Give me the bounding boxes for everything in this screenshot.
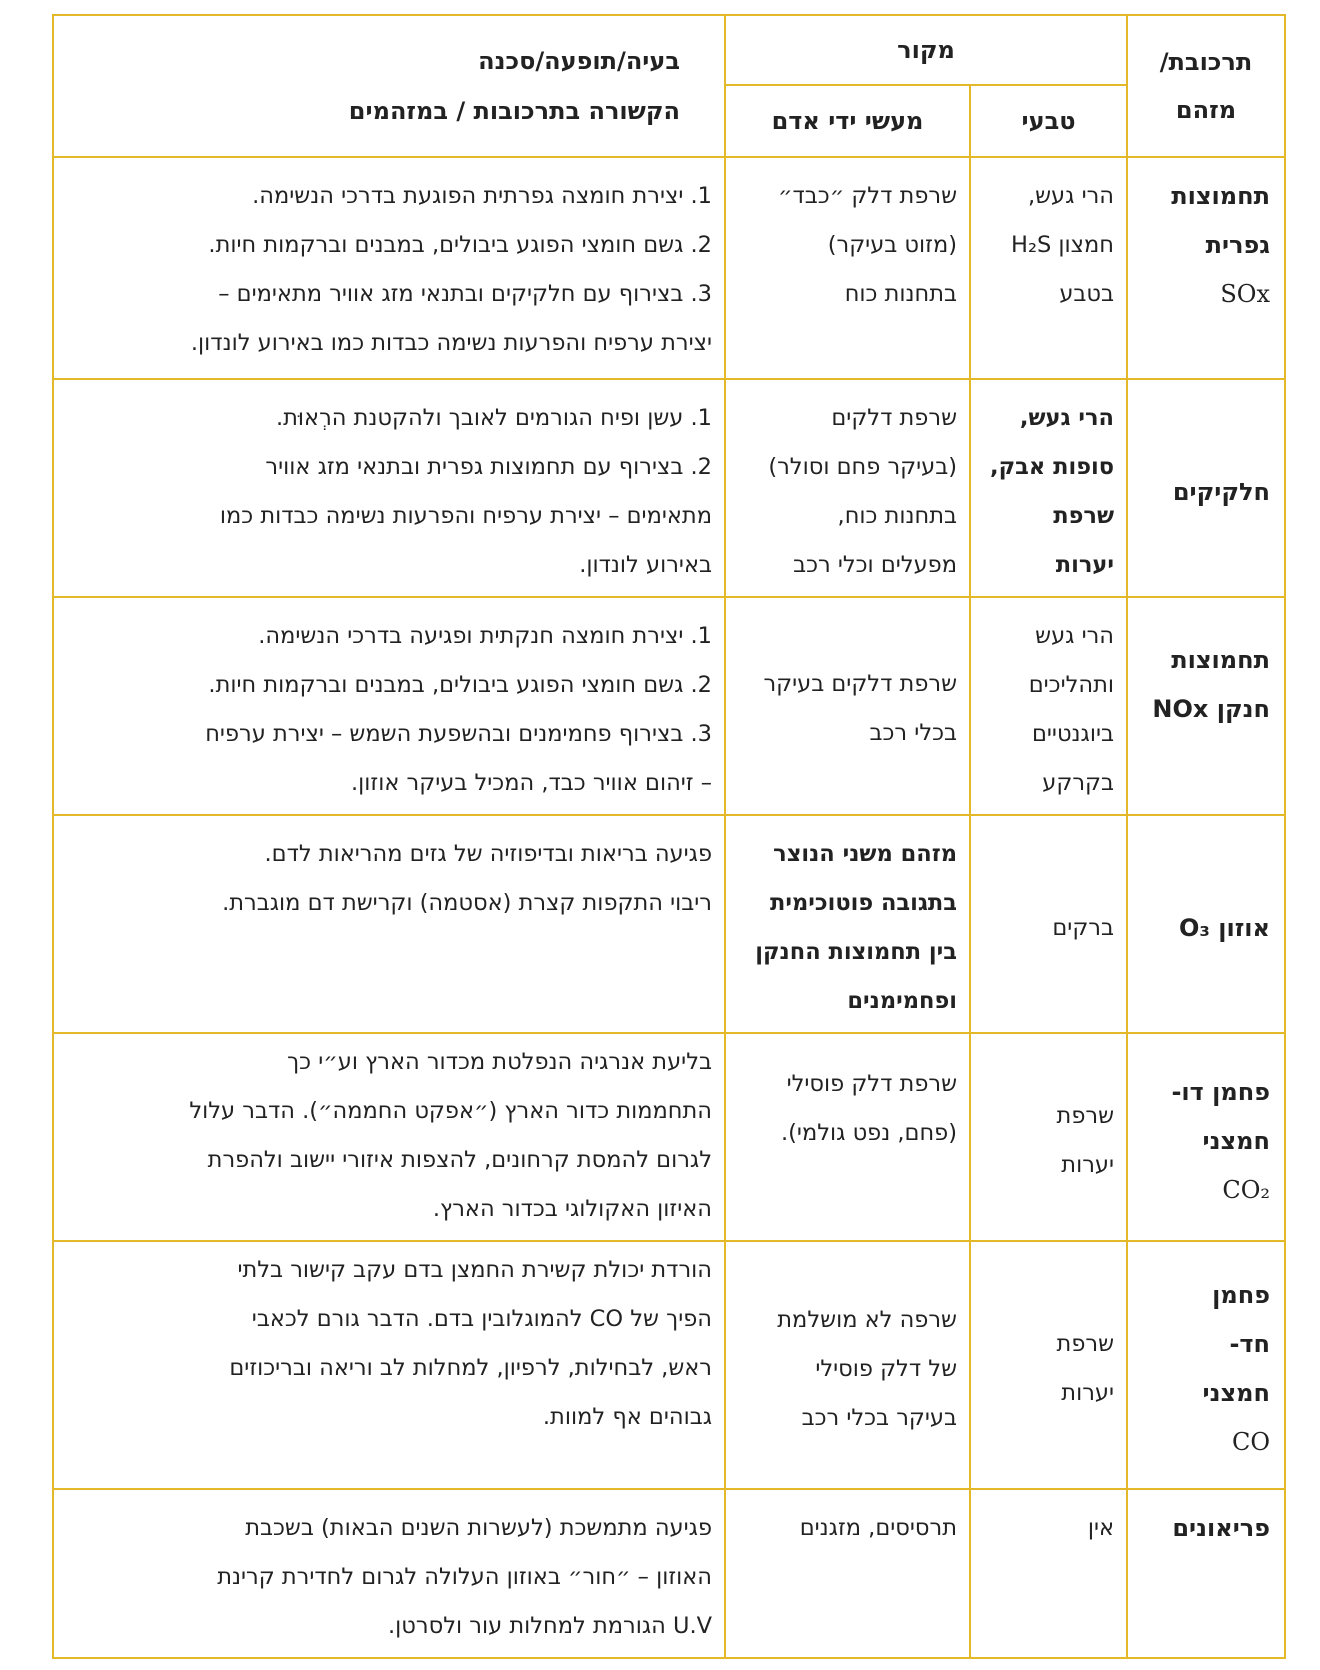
natural-line: שרפת — [1056, 1103, 1115, 1129]
natural-line: ביוגנטיים — [1031, 721, 1115, 747]
problem-line: U.V הגורמת למחלות עור ולסרטן. — [388, 1613, 712, 1639]
natural-line: יערות — [1061, 1152, 1115, 1178]
human-line: שרפת דלקים בעיקר — [763, 671, 958, 697]
header-component-line-1: תרכובת/ — [1159, 48, 1253, 76]
row-cfc-human — [725, 1489, 970, 1658]
natural-line: סופות אבק, — [990, 454, 1115, 480]
component-line: חנקן NOx — [1152, 695, 1271, 723]
row-ozone-problem — [53, 815, 725, 1033]
component-line: תחמוצות — [1171, 182, 1271, 210]
header-problem — [53, 15, 725, 157]
header-source-label: מקור — [897, 36, 955, 64]
natural-line: יערות — [1055, 552, 1115, 578]
row-particles-natural — [970, 379, 1127, 597]
natural-line: הרי געש, — [1027, 183, 1115, 209]
table-row — [53, 379, 1285, 597]
row-nox-human — [725, 597, 970, 815]
row-co2-human — [725, 1033, 970, 1241]
header-component — [1127, 15, 1285, 157]
problem-line: 3. בצירוף עם חלקיקים ובתנאי מזג אוויר מתאימים – — [218, 281, 712, 307]
problem-line: מתאימים – יצירת ערפיח והפרעות נשימה כבדות כמו — [219, 503, 712, 529]
problem-line: פגיעה מתמשכת (לעשרות השנים הבאות) בשכבת — [245, 1515, 712, 1541]
component-line: פחמן — [1212, 1281, 1271, 1309]
problem-line: הורדת יכולת קשירת החמצן בדם עקב קישור בלתי — [237, 1257, 712, 1283]
component-formula: CO₂ — [1222, 1175, 1271, 1204]
header-human — [725, 85, 970, 157]
row-particles-human — [725, 379, 970, 597]
human-line: בתחנות כוח, — [837, 503, 958, 529]
component-line: תחמוצות — [1171, 646, 1271, 674]
component-line: חמצני — [1202, 1379, 1271, 1407]
header-problem-line-1: בעיה/תופעה/סכנה — [478, 47, 680, 75]
human-line: בתגובה פוטוכימית — [769, 890, 958, 916]
header-natural — [970, 85, 1127, 157]
problem-line: 3. בצירוף פחמימנים ובהשפעת השמש – יצירת ערפיח — [205, 721, 712, 747]
pollutants-table-wrapper — [52, 14, 1284, 1639]
problem-line: האוזון – ״חור״ באוזון העלולה לגרום לחדירת קרינת — [217, 1564, 712, 1590]
problem-line: 1. יצירת חומצה חנקתית ופגיעה בדרכי הנשימה. — [258, 623, 712, 649]
human-line: (מזוט בעיקר) — [827, 232, 958, 258]
human-line: שרפת דלק פוסילי — [786, 1071, 958, 1097]
human-line: של דלק פוסילי — [815, 1355, 958, 1382]
row-co2-problem — [53, 1033, 725, 1241]
natural-line: חמצון H₂S — [1011, 232, 1115, 258]
problem-line: האיזון האקולוגי בכדור הארץ. — [432, 1196, 712, 1222]
row-co-problem — [53, 1241, 725, 1489]
natural-line: ותהליכים — [1028, 672, 1115, 698]
header-human-label: מעשי ידי אדם — [771, 107, 924, 135]
header-source — [725, 15, 1127, 85]
table-row — [53, 1241, 1285, 1489]
row-nox-problem — [53, 597, 725, 815]
row-sox-human — [725, 157, 970, 379]
row-cfc-natural — [970, 1489, 1127, 1658]
table-row — [53, 1489, 1285, 1658]
problem-line: בליעת אנרגיה הנפלטת מכדור הארץ וע״י כך — [287, 1049, 712, 1075]
table-row — [53, 815, 1285, 1033]
natural-line: יערות — [1061, 1380, 1115, 1406]
natural-line: בקרקע — [1042, 770, 1115, 796]
row-ozone-human — [725, 815, 970, 1033]
component-line: חלקיקים — [1172, 477, 1271, 506]
component-line: פריאונים — [1172, 1514, 1271, 1542]
human-line: בין תחמוצות החנקן — [755, 939, 958, 965]
problem-line: לגרום להמסת קרחונים, להצפות איזורי יישוב ולהפרת — [207, 1147, 712, 1173]
problem-line: באירוע לונדון. — [579, 552, 712, 578]
pollutants-table — [52, 14, 1286, 1659]
table-row — [53, 597, 1285, 815]
problem-line: 2. גשם חומצי הפוגע ביבולים, במבנים וברקמות חיות. — [208, 672, 712, 698]
component-formula: CO — [1231, 1428, 1271, 1456]
component-line: פחמן דו- — [1171, 1077, 1271, 1106]
problem-line: 1. יצירת חומצה גפרתית הפוגעת בדרכי הנשימה. — [252, 183, 712, 209]
natural-line: אין — [1087, 1515, 1115, 1541]
problem-line: גבוהים אף למוות. — [542, 1404, 712, 1430]
natural-line: ברקים — [1052, 914, 1115, 941]
row-ozone-component — [1127, 815, 1285, 1033]
header-problem-line-2: הקשורה בתרכובות / במזהמים — [348, 97, 680, 125]
component-formula: SOx — [1220, 280, 1271, 308]
natural-line: הרי געש, — [1019, 405, 1115, 431]
problem-line: התחממות כדור הארץ (״אפקט החממה״). הדבר עלול — [189, 1098, 712, 1124]
row-sox-problem — [53, 157, 725, 379]
human-line: בכלי רכב — [869, 720, 958, 746]
row-co-component — [1127, 1241, 1285, 1489]
problem-line: ריבוי התקפות קצרת (אסטמה) וקרישת דם מוגברת. — [222, 890, 712, 916]
row-sox-component — [1127, 157, 1285, 379]
human-line: בתחנות כוח — [844, 281, 958, 307]
table-row — [53, 157, 1285, 379]
row-cfc-component — [1127, 1489, 1285, 1658]
problem-line: פגיעה בריאות ובדיפוזיה של גזים מהריאות לדם. — [264, 841, 712, 867]
natural-line: שרפת — [1053, 503, 1115, 529]
component-line: אוזון O₃ — [1178, 913, 1271, 942]
component-line: גפרית — [1205, 231, 1271, 259]
human-line: מזהם משני הנוצר — [773, 841, 958, 867]
row-nox-component — [1127, 597, 1285, 815]
row-co2-component — [1127, 1033, 1285, 1241]
human-line: בעיקר בכלי רכב — [801, 1404, 958, 1431]
row-sox-natural — [970, 157, 1127, 379]
human-line: (בעיקר פחם וסולר) — [768, 454, 958, 480]
human-line: (פחם, נפט גולמי). — [781, 1120, 958, 1146]
header-component-line-2: מזהם — [1175, 96, 1237, 124]
problem-line: – זיהום אוויר כבד, המכיל בעיקר אוזון. — [351, 770, 712, 796]
problem-line: 2. בצירוף עם תחמוצות גפרית ובתנאי מזג אוויר — [265, 454, 712, 480]
row-particles-problem — [53, 379, 725, 597]
row-co-natural — [970, 1241, 1127, 1489]
problem-line: הפיך של CO להמוגלובין בדם. הדבר גורם לכאבי — [251, 1306, 712, 1332]
human-line: שרפת דלק ״כבד״ — [778, 183, 958, 209]
table-row — [53, 1033, 1285, 1241]
row-co2-natural — [970, 1033, 1127, 1241]
natural-line: שרפת — [1056, 1331, 1115, 1357]
problem-line: 2. גשם חומצי הפוגע ביבולים, במבנים וברקמות חיות. — [208, 232, 712, 258]
component-line: חד- — [1229, 1330, 1271, 1358]
row-co-human — [725, 1241, 970, 1489]
row-particles-component — [1127, 379, 1285, 597]
row-ozone-natural — [970, 815, 1127, 1033]
human-line: שרפה לא מושלמת — [777, 1306, 958, 1333]
human-line: תרסיסים, מזגנים — [799, 1515, 958, 1541]
row-cfc-problem — [53, 1489, 725, 1658]
problem-line: ראש, לבחילות, לרפיון, למחלות לב וריאה ובריכוזים — [229, 1355, 712, 1381]
component-line: חמצני — [1202, 1126, 1271, 1155]
natural-line: הרי געש — [1035, 623, 1115, 649]
human-line: ופחמימנים — [847, 988, 958, 1014]
header-natural-label: טבעי — [1021, 107, 1076, 135]
human-line: שרפת דלקים — [831, 405, 958, 431]
problem-line: 1. עשן ופיח הגורמים לאובך ולהקטנת הרְאוּת. — [275, 405, 712, 431]
row-nox-natural — [970, 597, 1127, 815]
natural-line: בטבע — [1059, 281, 1115, 307]
human-line: מפעלים וכלי רכב — [793, 552, 958, 578]
problem-line: יצירת ערפיח והפרעות נשימה כבדות כמו באירוע לונדון. — [190, 330, 712, 356]
